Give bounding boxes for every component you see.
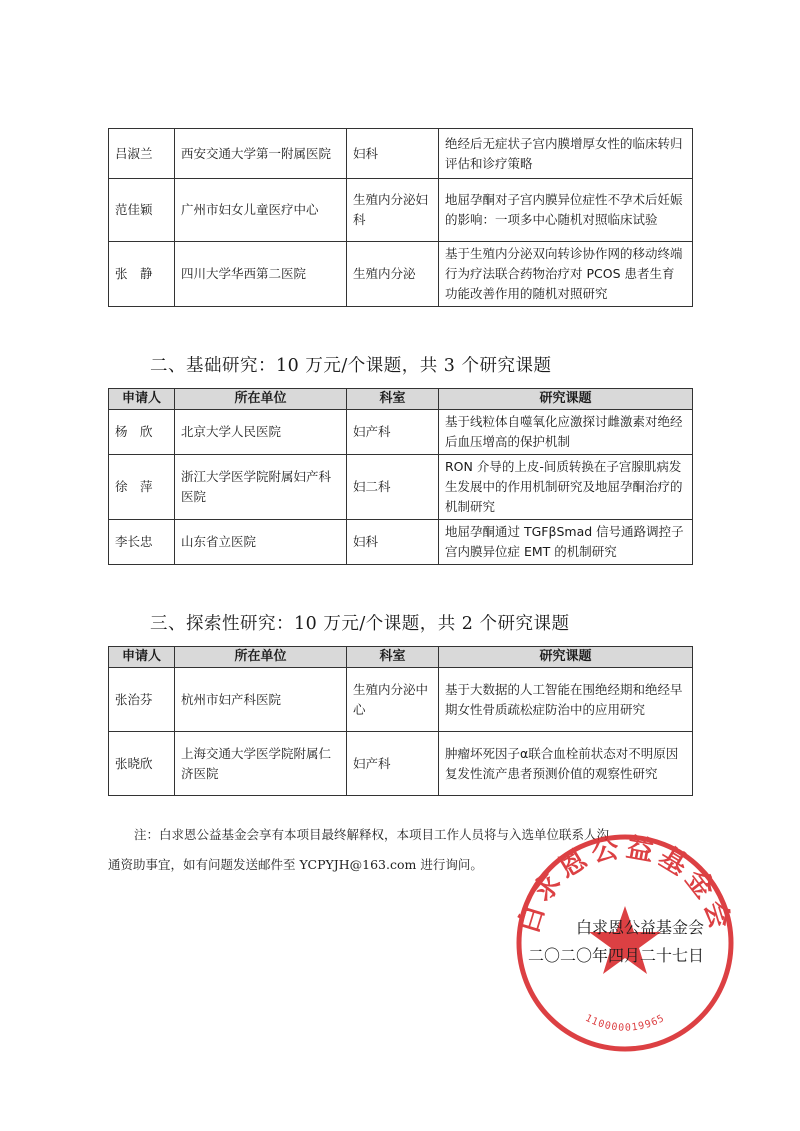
department: 妇二科 [347, 455, 439, 520]
header-applicant: 申请人 [109, 389, 175, 410]
section-title-exploratory-research: 三、探索性研究：10 万元/个课题，共 2 个研究课题 [150, 614, 570, 634]
table-header-row [109, 647, 693, 668]
research-topic: 基于大数据的人工智能在围绝经期和绝经早期女性骨质疏松症防治中的应用研究 [439, 668, 693, 732]
institution: 山东省立医院 [175, 520, 347, 565]
seal-number: 110000019965 [583, 1012, 667, 1034]
footnote-line-1: 注：白求恩公益基金会享有本项目最终解释权，本项目工作人员将与入选单位联系人沟 [134, 827, 610, 842]
header-department: 科室 [347, 389, 439, 410]
header-institution: 所在单位 [175, 389, 347, 410]
institution: 西安交通大学第一附属医院 [175, 129, 347, 179]
department: 生殖内分泌 [347, 242, 439, 307]
header-department: 科室 [347, 647, 439, 668]
applicant-name: 杨 欣 [109, 410, 175, 455]
applicant-name: 李长忠 [109, 520, 175, 565]
table-row [109, 129, 693, 179]
department: 妇产科 [347, 732, 439, 796]
department: 生殖内分泌妇科 [347, 179, 439, 242]
applicant-name: 张 静 [109, 242, 175, 307]
research-topic: 地屈孕酮对子宫内膜异位症性不孕术后妊娠的影响：一项多中心随机对照临床试验 [439, 179, 693, 242]
institution: 杭州市妇产科医院 [175, 668, 347, 732]
applicant-name: 范佳颖 [109, 179, 175, 242]
department: 妇科 [347, 129, 439, 179]
signature-block [528, 914, 704, 970]
institution: 四川大学华西第二医院 [175, 242, 347, 307]
header-applicant: 申请人 [109, 647, 175, 668]
table-row [109, 668, 693, 732]
signature-date: 二〇二〇年四月二十七日 [527, 946, 704, 965]
table-row [109, 179, 693, 242]
department: 妇产科 [347, 410, 439, 455]
table-header-row [109, 389, 693, 410]
table-row [109, 455, 693, 520]
department: 妇科 [347, 520, 439, 565]
institution: 上海交通大学医学院附属仁济医院 [175, 732, 347, 796]
signature-org: 白求恩公益基金会 [575, 918, 704, 937]
footnote-line-2: 通资助事宜，如有问题发送邮件至 YCPYJH@163.com 进行询问。 [108, 857, 483, 872]
department: 生殖内分泌中心 [347, 668, 439, 732]
research-topic: 肿瘤坏死因子α联合血栓前状态对不明原因复发性流产患者预测价值的观察性研究 [439, 732, 693, 796]
svg-text:110000019965 [583, 1013, 667, 1034]
table-continued [108, 128, 693, 307]
header-topic: 研究课题 [439, 389, 693, 410]
section-title-basic-research: 二、基础研究：10 万元/个课题，共 3 个研究课题 [150, 356, 552, 376]
table-row [109, 242, 693, 307]
research-topic: 绝经后无症状子宫内膜增厚女性的临床转归评估和诊疗策略 [439, 129, 693, 179]
table-exploratory-research [108, 646, 693, 796]
table-basic-research [108, 388, 693, 565]
applicant-name: 吕淑兰 [109, 129, 175, 179]
table-row [109, 732, 693, 796]
table-row [109, 520, 693, 565]
research-topic: 地屈孕酮通过 TGFβSmad 信号通路调控子宫内膜异位症 EMT 的机制研究 [439, 520, 693, 565]
applicant-name: 张晓欣 [109, 732, 175, 796]
applicant-name: 徐 萍 [109, 455, 175, 520]
research-topic: RON 介导的上皮-间质转换在子宫腺肌病发生发展中的作用机制研究及地屈孕酮治疗的机制研究 [439, 455, 693, 520]
seal-arc-text: 白求恩公益基金会 [513, 832, 737, 937]
institution: 浙江大学医学院附属妇产科医院 [175, 455, 347, 520]
institution: 北京大学人民医院 [175, 410, 347, 455]
research-topic: 基于生殖内分泌双向转诊协作网的移动终端行为疗法联合药物治疗对 PCOS 患者生育功能改善作用的随机对照研究 [439, 242, 693, 307]
institution: 广州市妇女儿童医疗中心 [175, 179, 347, 242]
research-topic: 基于线粒体自噬氧化应激探讨雌激素对绝经后血压增高的保护机制 [439, 410, 693, 455]
header-institution: 所在单位 [175, 647, 347, 668]
applicant-name: 张治芬 [109, 668, 175, 732]
table-row [109, 410, 693, 455]
header-topic: 研究课题 [439, 647, 693, 668]
